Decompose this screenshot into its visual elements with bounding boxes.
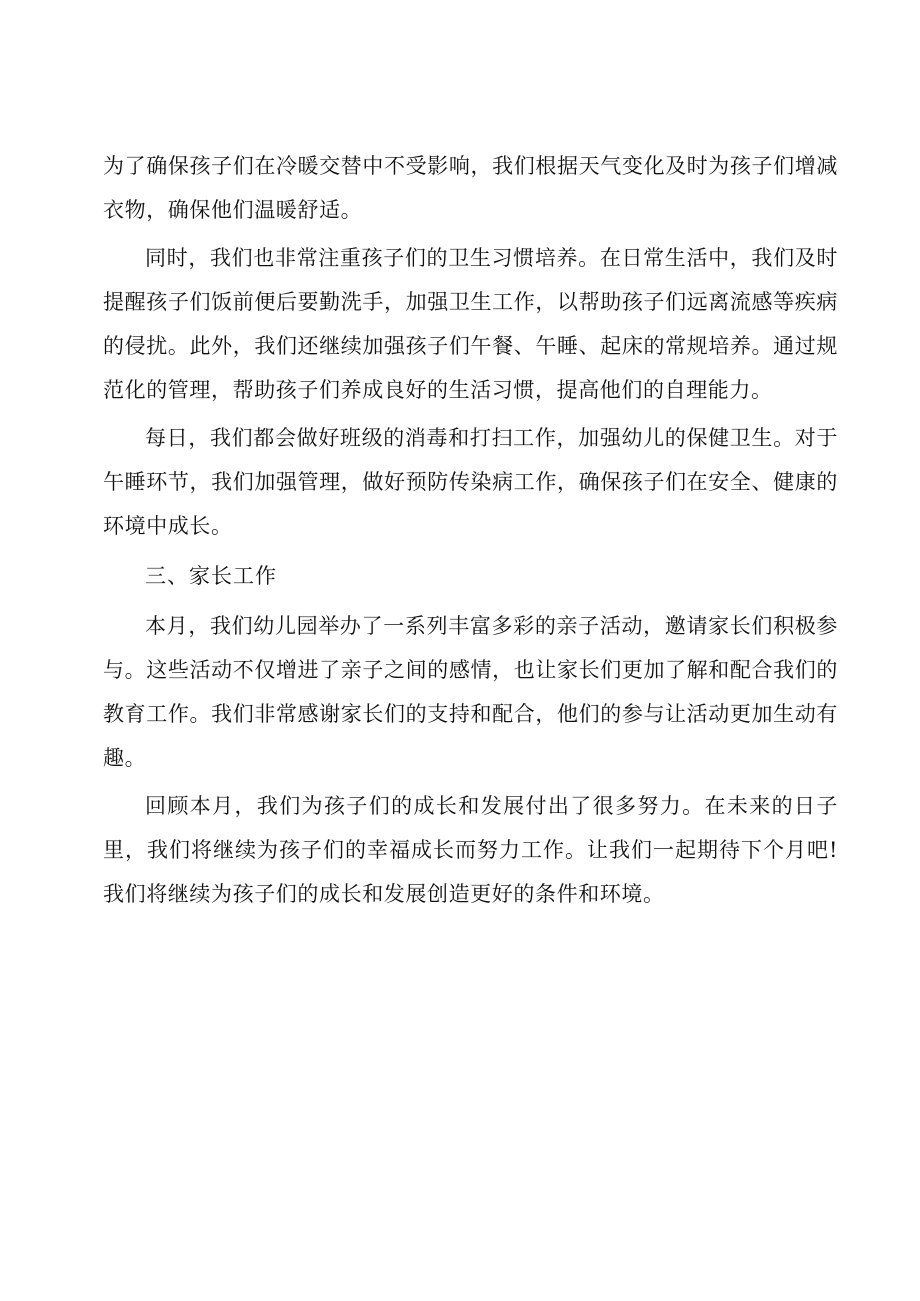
paragraph-hygiene: 同时，我们也非常注重孩子们的卫生习惯培养。在日常生活中，我们及时提醒孩子们饭前便后要勤洗手，加强卫生工作，以帮助孩子们远离流感等疾病的侵扰。此外，我们还继续加强孩子们午餐、午睡、起床的常规培养。通过规范化的管理，帮助孩子们养成良好的生活习惯，提高他们的自理能力。	[103, 246, 838, 402]
paragraph-disinfection: 每日，我们都会做好班级的消毒和打扫工作，加强幼儿的保健卫生。对于午睡环节，我们加强管理，做好预防传染病工作，确保孩子们在安全、健康的环境中成长。	[103, 426, 838, 538]
document-page	[103, 144, 838, 916]
section-heading-parents: 三、家长工作	[145, 564, 277, 588]
paragraph-parent-activities: 本月，我们幼儿园举办了一系列丰富多彩的亲子活动，邀请家长们积极参与。这些活动不仅增进了亲子之间的感情，也让家长们更加了解和配合我们的教育工作。我们非常感谢家长们的支持和配合，他们的参与让活动更加生动有趣。	[103, 614, 838, 770]
paragraph-clothing: 为了确保孩子们在冷暖交替中不受影响，我们根据天气变化及时为孩子们增减衣物，确保他们温暖舒适。	[103, 154, 838, 222]
paragraph-review: 回顾本月，我们为孩子们的成长和发展付出了很多努力。在未来的日子里，我们将继续为孩子们的幸福成长而努力工作。让我们一起期待下个月吧!我们将继续为孩子们的成长和发展创造更好的条件和环境。	[103, 794, 838, 906]
